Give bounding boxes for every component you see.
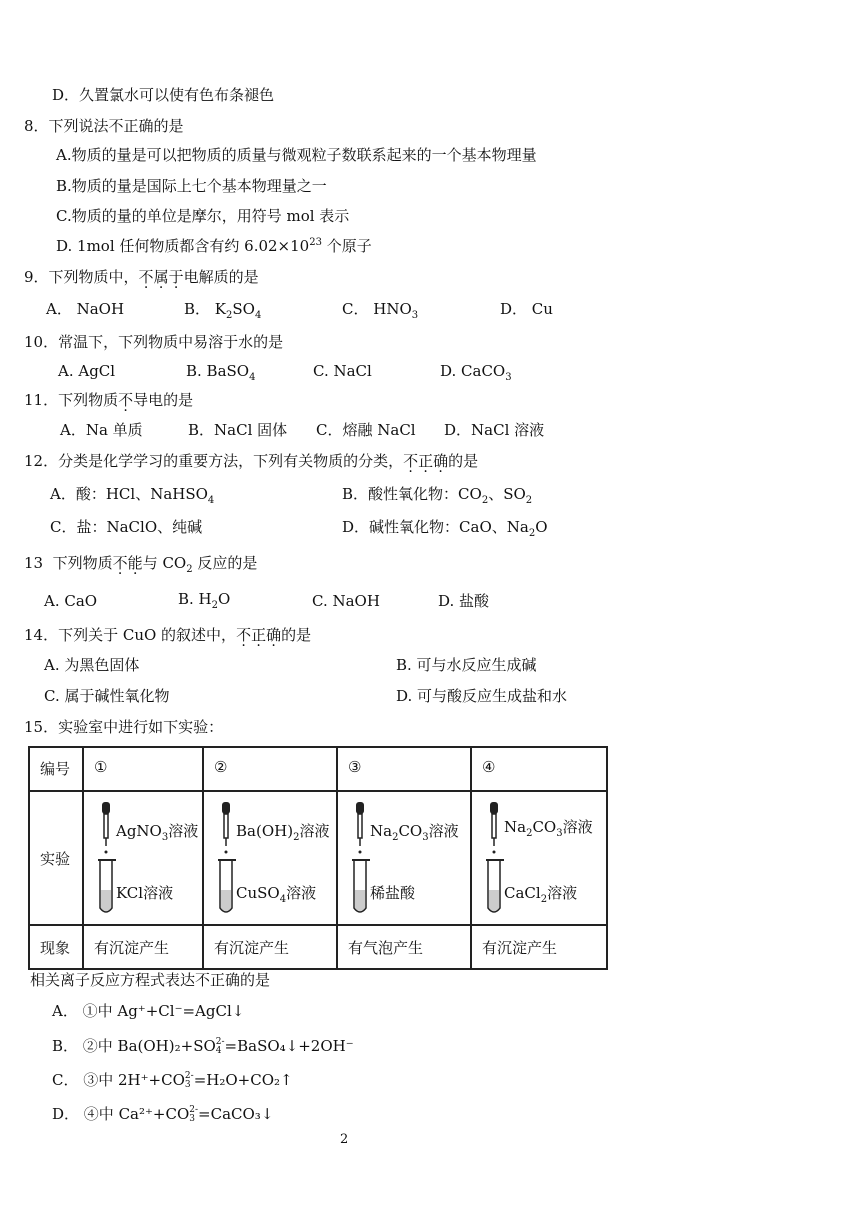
q10-option-b: B. BaSO$_4$: [186, 362, 256, 383]
q9-option-b: B． $K_2SO_4$: [184, 300, 262, 321]
q15-stem: 15．实验室中进行如下实验：: [24, 718, 224, 736]
phenomenon-label-cell: 现象: [29, 925, 83, 969]
q8-option-a: A.物质的量是可以把物质的质量与微观粒子数联系起来的一个基本物理量: [56, 146, 537, 164]
q8-option-c: C.物质的量的单位是摩尔，用符号 mol 表示: [56, 207, 350, 225]
experiment-cell-1: [83, 791, 203, 925]
table-phenomenon-row: [29, 925, 607, 969]
q11-option-b: B．NaCl 固体: [188, 421, 288, 439]
experiment-label-cell: 实验: [29, 791, 83, 925]
q10-stem: 10．常温下，下列物质中易溶于水的是: [24, 333, 284, 351]
table-experiment-row: [29, 791, 607, 925]
q10-option-a: A. AgCl: [58, 362, 116, 380]
q15-question: 相关离子反应方程式表达不正确的是: [30, 971, 271, 989]
q8-option-d: D. 1mol 任何物质都含有约 $6.02\times 10^{23}$ 个原子: [56, 237, 372, 255]
bottom-reagent-1: KCl溶液: [116, 884, 174, 902]
q13-option-b: B. $H_2O$: [178, 590, 231, 611]
q9-option-a: A． NaOH: [46, 300, 125, 318]
q13-option-a: A. CaO: [44, 592, 98, 610]
top-reagent-3: $Na_2CO_3$溶液: [370, 822, 459, 843]
q7-option-d: D．久置氯水可以使有色布条褪色: [52, 86, 275, 104]
q12-option-b: B．酸性氧化物：$CO_2$、$SO_2$: [342, 485, 533, 506]
q12-option-c: C．盐：NaClO、纯碱: [50, 518, 203, 536]
q14-stem: 14．下列关于 CuO 的叙述中，不正确的是: [24, 626, 312, 644]
q9-option-c: C． $HNO_3$: [342, 300, 419, 321]
q12-option-a: A．酸：HCl、NaHSO$_4$: [50, 485, 215, 506]
q8-stem: 8．下列说法不正确的是: [24, 117, 184, 135]
q13-option-d: D. 盐酸: [438, 592, 490, 610]
q14-option-a: A. 为黑色固体: [44, 656, 140, 674]
id-cell: ④: [471, 747, 607, 791]
q11-option-c: C．熔融 NaCl: [316, 421, 416, 439]
phenomenon-cell: 有沉淀产生: [203, 925, 337, 969]
bottom-reagent-3: 稀盐酸: [370, 884, 416, 902]
id-cell: ③: [337, 747, 471, 791]
phenomenon-cell: 有气泡产生: [337, 925, 471, 969]
experiment-cell-2: [203, 791, 337, 925]
q15-option-b: B． ②中 Ba(OH)₂+SO 2- 4 =BaSO₄↓+2OH⁻: [52, 1037, 354, 1056]
id-label-cell: 编号: [29, 747, 83, 791]
q14-option-c: C. 属于碱性氧化物: [44, 687, 170, 705]
q15-option-c: C． ③中 2H⁺+CO 2- 3 =H₂O+CO₂↑: [52, 1071, 293, 1090]
experiment-cell-4: [471, 791, 607, 925]
experiment-cell-3: [337, 791, 471, 925]
q12-stem: 12．分类是化学学习的重要方法，下列有关物质的分类，不正确的是: [24, 452, 479, 470]
top-reagent-2: $Ba(OH)_2$溶液: [236, 822, 330, 843]
bottom-reagent-4: CaCl$_2$溶液: [504, 884, 578, 905]
q10-option-c: C. NaCl: [313, 362, 372, 380]
q13-option-c: C. NaOH: [312, 592, 380, 610]
phenomenon-cell: 有沉淀产生: [471, 925, 607, 969]
q9-option-d: D． Cu: [500, 300, 553, 318]
q14-option-b: B. 可与水反应生成碱: [396, 656, 537, 674]
q11-option-d: D．NaCl 溶液: [444, 421, 545, 439]
page-number: 2: [340, 1132, 349, 1147]
q15-option-d: D． ④中 Ca²⁺+CO 2- 3 =CaCO₃↓: [52, 1105, 274, 1124]
table-header-row: [29, 747, 607, 791]
experiment-table: [28, 746, 608, 970]
top-reagent-4: $Na_2CO_3$溶液: [504, 818, 593, 839]
q8-option-b: B.物质的量是国际上七个基本物理量之一: [56, 177, 327, 195]
id-cell: ②: [203, 747, 337, 791]
q11-stem: 11．下列物质不导电的是: [24, 391, 194, 409]
id-cell: ①: [83, 747, 203, 791]
q12-option-d: D．碱性氧化物：CaO、$Na_2O$: [342, 518, 548, 539]
phenomenon-cell: 有沉淀产生: [83, 925, 203, 969]
q13-stem: 13 下列物质不能与 $CO_2$ 反应的是: [24, 554, 258, 575]
q9-stem: 9．下列物质中，不属于电解质的是: [24, 268, 259, 286]
bottom-reagent-2: CuSO$_4$溶液: [236, 884, 317, 905]
q14-option-d: D. 可与酸反应生成盐和水: [396, 687, 568, 705]
q10-option-d: D. CaCO$_3$: [440, 362, 512, 383]
q15-option-a: A． ①中 Ag⁺+Cl⁻=AgCl↓: [52, 1002, 245, 1020]
top-reagent-1: AgNO$_3$溶液: [116, 822, 199, 843]
q11-option-a: A．Na 单质: [60, 421, 143, 439]
